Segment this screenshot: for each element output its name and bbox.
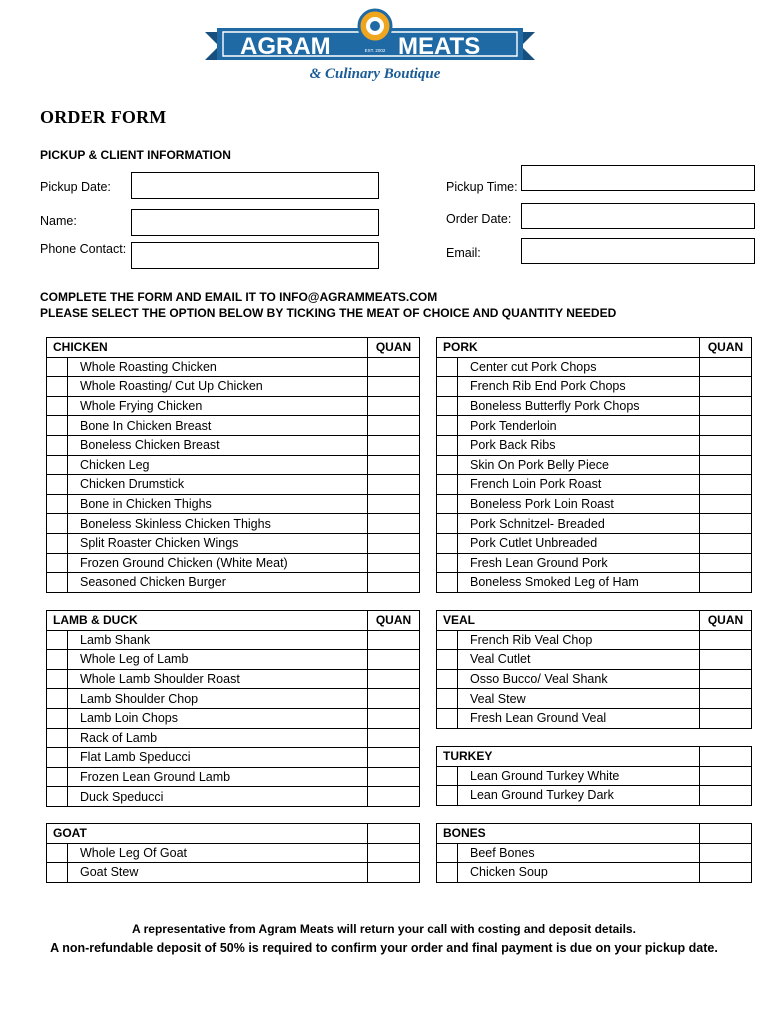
- tick-checkbox[interactable]: [437, 843, 458, 863]
- meat-item-label: Bone In Chicken Breast: [68, 416, 368, 436]
- svg-text:& Culinary Boutique: & Culinary Boutique: [309, 66, 441, 82]
- tick-checkbox[interactable]: [47, 843, 68, 863]
- meat-item-label: French Rib End Pork Chops: [458, 377, 700, 397]
- meat-item-label: Whole Leg of Lamb: [68, 650, 368, 670]
- quantity-field[interactable]: [700, 494, 752, 514]
- meat-item-label: Boneless Smoked Leg of Ham: [458, 573, 700, 593]
- tick-checkbox[interactable]: [47, 416, 68, 436]
- quantity-field[interactable]: [368, 630, 420, 650]
- tick-checkbox[interactable]: [437, 475, 458, 495]
- tick-checkbox[interactable]: [47, 573, 68, 593]
- table-row: [47, 748, 420, 768]
- tick-checkbox[interactable]: [47, 689, 68, 709]
- quantity-field[interactable]: [700, 533, 752, 553]
- quantity-field[interactable]: [700, 396, 752, 416]
- quantity-field[interactable]: [368, 748, 420, 768]
- tick-checkbox[interactable]: [437, 357, 458, 377]
- quantity-field[interactable]: [368, 435, 420, 455]
- meat-item-label: Whole Roasting Chicken: [68, 357, 368, 377]
- quantity-field[interactable]: [368, 669, 420, 689]
- table-row: [437, 708, 752, 728]
- meat-item-label: Veal Cutlet: [458, 650, 700, 670]
- svg-text:AGRAM: AGRAM: [240, 33, 331, 60]
- tick-checkbox[interactable]: [437, 863, 458, 883]
- table-row: [47, 416, 420, 436]
- meat-item-label: Goat Stew: [68, 863, 368, 883]
- quantity-field[interactable]: [368, 863, 420, 883]
- quantity-field[interactable]: [368, 455, 420, 475]
- quantity-field[interactable]: [368, 708, 420, 728]
- tick-checkbox[interactable]: [47, 767, 68, 787]
- table-row: [47, 573, 420, 593]
- svg-text:MEATS: MEATS: [398, 33, 481, 60]
- email-label: Email:: [446, 246, 481, 260]
- quantity-field[interactable]: [700, 514, 752, 534]
- table-row: [47, 377, 420, 397]
- table-row: [437, 766, 752, 786]
- table-row: [47, 863, 420, 883]
- tick-checkbox[interactable]: [47, 787, 68, 807]
- table-row: [437, 533, 752, 553]
- tick-checkbox[interactable]: [47, 475, 68, 495]
- tick-checkbox[interactable]: [47, 435, 68, 455]
- tick-checkbox[interactable]: [437, 630, 458, 650]
- tick-checkbox[interactable]: [47, 553, 68, 573]
- table-title: LAMB & DUCK: [47, 611, 368, 631]
- quantity-field[interactable]: [368, 357, 420, 377]
- tick-checkbox[interactable]: [437, 377, 458, 397]
- table-row: [47, 843, 420, 863]
- table-row: [437, 475, 752, 495]
- table-row: [47, 630, 420, 650]
- meat-item-label: Lamb Shank: [68, 630, 368, 650]
- table-row: [437, 396, 752, 416]
- tick-checkbox[interactable]: [47, 708, 68, 728]
- table-row: [47, 435, 420, 455]
- meat-item-label: Boneless Pork Loin Roast: [458, 494, 700, 514]
- tick-checkbox[interactable]: [437, 494, 458, 514]
- meat-item-label: Boneless Butterfly Pork Chops: [458, 396, 700, 416]
- meat-item-label: Seasoned Chicken Burger: [68, 573, 368, 593]
- tick-checkbox[interactable]: [437, 553, 458, 573]
- pork-table: [436, 337, 752, 593]
- table-row: [47, 494, 420, 514]
- table-row: [47, 787, 420, 807]
- meat-item-label: Whole Frying Chicken: [68, 396, 368, 416]
- table-title: PORK: [437, 338, 700, 358]
- qty-header: QUAN: [700, 611, 752, 631]
- meat-item-label: Whole Leg Of Goat: [68, 843, 368, 863]
- meat-item-label: Pork Tenderloin: [458, 416, 700, 436]
- footer-representative-note: A representative from Agram Meats will return your call with costing and deposit details.: [132, 922, 636, 936]
- table-row: [47, 455, 420, 475]
- quantity-field[interactable]: [368, 533, 420, 553]
- table-row: [47, 396, 420, 416]
- turkey-table: [436, 746, 752, 806]
- table-row: [437, 630, 752, 650]
- table-row: [47, 475, 420, 495]
- table-row: [437, 455, 752, 475]
- meat-item-label: Lamb Loin Chops: [68, 708, 368, 728]
- quantity-field[interactable]: [368, 475, 420, 495]
- tick-checkbox[interactable]: [47, 377, 68, 397]
- quantity-field[interactable]: [700, 843, 752, 863]
- meat-item-label: Chicken Soup: [458, 863, 700, 883]
- quantity-field[interactable]: [368, 494, 420, 514]
- svg-text:EST. 2002: EST. 2002: [364, 48, 386, 53]
- table-title: CHICKEN: [47, 338, 368, 358]
- table-row: [437, 650, 752, 670]
- tick-checkbox[interactable]: [437, 514, 458, 534]
- quantity-field[interactable]: [368, 728, 420, 748]
- quantity-field[interactable]: [700, 630, 752, 650]
- tick-checkbox[interactable]: [437, 766, 458, 786]
- order-date-label: Order Date:: [446, 212, 512, 226]
- quantity-field[interactable]: [368, 689, 420, 709]
- table-title: GOAT: [47, 824, 368, 844]
- table-row: [437, 786, 752, 806]
- meat-item-label: Duck Speducci: [68, 787, 368, 807]
- instruction-select: PLEASE SELECT THE OPTION BELOW BY TICKING THE MEAT OF CHOICE AND QUANTITY NEEDED: [40, 306, 617, 320]
- quantity-field[interactable]: [700, 669, 752, 689]
- table-row: [437, 573, 752, 593]
- meat-item-label: Osso Bucco/ Veal Shank: [458, 669, 700, 689]
- table-row: [437, 669, 752, 689]
- meat-item-label: Frozen Lean Ground Lamb: [68, 767, 368, 787]
- table-title: TURKEY: [437, 747, 700, 767]
- meat-item-label: Fresh Lean Ground Pork: [458, 553, 700, 573]
- table-row: [47, 767, 420, 787]
- quantity-field[interactable]: [700, 357, 752, 377]
- veal-table: [436, 610, 752, 729]
- meat-item-label: Boneless Skinless Chicken Thighs: [68, 514, 368, 534]
- tick-checkbox[interactable]: [437, 455, 458, 475]
- quantity-field[interactable]: [700, 475, 752, 495]
- quantity-field[interactable]: [700, 650, 752, 670]
- meat-item-label: Frozen Ground Chicken (White Meat): [68, 553, 368, 573]
- table-row: [437, 357, 752, 377]
- pickup-section-heading: PICKUP & CLIENT INFORMATION: [40, 148, 231, 162]
- meat-item-label: Lean Ground Turkey White: [458, 766, 700, 786]
- chicken-table: [46, 337, 420, 593]
- tick-checkbox[interactable]: [47, 863, 68, 883]
- meat-item-label: Lean Ground Turkey Dark: [458, 786, 700, 806]
- tick-checkbox[interactable]: [47, 728, 68, 748]
- table-row: [47, 553, 420, 573]
- meat-item-label: Pork Back Ribs: [458, 435, 700, 455]
- meat-item-label: Center cut Pork Chops: [458, 357, 700, 377]
- email-field[interactable]: [521, 238, 755, 264]
- quantity-field[interactable]: [700, 766, 752, 786]
- tick-checkbox[interactable]: [437, 533, 458, 553]
- tick-checkbox[interactable]: [47, 396, 68, 416]
- meat-item-label: Fresh Lean Ground Veal: [458, 708, 700, 728]
- meat-item-label: French Loin Pork Roast: [458, 475, 700, 495]
- tick-checkbox[interactable]: [47, 669, 68, 689]
- quantity-field[interactable]: [700, 455, 752, 475]
- agram-meats-logo: [205, 8, 535, 86]
- table-row: [47, 689, 420, 709]
- table-row: [47, 728, 420, 748]
- page-title: ORDER FORM: [40, 107, 167, 127]
- tick-checkbox[interactable]: [47, 533, 68, 553]
- quantity-field[interactable]: [368, 377, 420, 397]
- table-row: [47, 533, 420, 553]
- phone-contact-field[interactable]: [131, 242, 379, 269]
- table-row: [47, 514, 420, 534]
- quantity-field[interactable]: [700, 689, 752, 709]
- meat-item-label: Pork Cutlet Unbreaded: [458, 533, 700, 553]
- meat-item-label: Whole Roasting/ Cut Up Chicken: [68, 377, 368, 397]
- quantity-field[interactable]: [700, 573, 752, 593]
- table-row: [437, 863, 752, 883]
- tick-checkbox[interactable]: [47, 650, 68, 670]
- tick-checkbox[interactable]: [47, 514, 68, 534]
- table-title: VEAL: [437, 611, 700, 631]
- table-row: [437, 377, 752, 397]
- quantity-field[interactable]: [368, 767, 420, 787]
- table-row: [47, 357, 420, 377]
- meat-item-label: Bone in Chicken Thighs: [68, 494, 368, 514]
- meat-item-label: Veal Stew: [458, 689, 700, 709]
- tick-checkbox[interactable]: [47, 357, 68, 377]
- tick-checkbox[interactable]: [437, 708, 458, 728]
- tick-checkbox[interactable]: [437, 396, 458, 416]
- tick-checkbox[interactable]: [437, 689, 458, 709]
- meat-item-label: Flat Lamb Speducci: [68, 748, 368, 768]
- table-row: [437, 553, 752, 573]
- tick-checkbox[interactable]: [437, 669, 458, 689]
- tick-checkbox[interactable]: [437, 416, 458, 436]
- quantity-field[interactable]: [368, 650, 420, 670]
- meat-item-label: Whole Lamb Shoulder Roast: [68, 669, 368, 689]
- table-title: BONES: [437, 824, 700, 844]
- quantity-field[interactable]: [368, 787, 420, 807]
- tick-checkbox[interactable]: [437, 435, 458, 455]
- tick-checkbox[interactable]: [47, 748, 68, 768]
- quantity-field[interactable]: [700, 435, 752, 455]
- bones-table: [436, 823, 752, 883]
- table-row: [437, 435, 752, 455]
- quantity-field[interactable]: [368, 396, 420, 416]
- meat-item-label: Split Roaster Chicken Wings: [68, 533, 368, 553]
- tick-checkbox[interactable]: [47, 630, 68, 650]
- table-row: [437, 416, 752, 436]
- instruction-email: COMPLETE THE FORM AND EMAIL IT TO INFO@AGRAMMEATS.COM: [40, 290, 438, 304]
- meat-item-label: Pork Schnitzel- Breaded: [458, 514, 700, 534]
- pickup-date-field[interactable]: [131, 172, 379, 199]
- quantity-field[interactable]: [368, 843, 420, 863]
- quantity-field[interactable]: [700, 416, 752, 436]
- tick-checkbox[interactable]: [437, 573, 458, 593]
- quantity-field[interactable]: [368, 416, 420, 436]
- phone-contact-label: Phone Contact:: [40, 242, 127, 256]
- lamb-duck-table: [46, 610, 420, 807]
- table-row: [437, 494, 752, 514]
- quantity-field[interactable]: [368, 573, 420, 593]
- meat-item-label: Lamb Shoulder Chop: [68, 689, 368, 709]
- pickup-time-field[interactable]: [521, 165, 755, 191]
- meat-item-label: Chicken Leg: [68, 455, 368, 475]
- meat-item-label: Beef Bones: [458, 843, 700, 863]
- tick-checkbox[interactable]: [437, 650, 458, 670]
- tick-checkbox[interactable]: [47, 455, 68, 475]
- table-row: [47, 669, 420, 689]
- pickup-time-label: Pickup Time:: [446, 180, 518, 194]
- qty-header: QUAN: [700, 338, 752, 358]
- table-row: [437, 514, 752, 534]
- meat-item-label: Boneless Chicken Breast: [68, 435, 368, 455]
- quantity-field[interactable]: [368, 514, 420, 534]
- goat-table: [46, 823, 420, 883]
- table-row: [437, 689, 752, 709]
- quantity-field[interactable]: [700, 377, 752, 397]
- quantity-field[interactable]: [700, 863, 752, 883]
- tick-checkbox[interactable]: [437, 786, 458, 806]
- tick-checkbox[interactable]: [47, 494, 68, 514]
- name-field[interactable]: [131, 209, 379, 236]
- quantity-field[interactable]: [700, 786, 752, 806]
- qty-header: QUAN: [368, 338, 420, 358]
- table-row: [437, 843, 752, 863]
- meat-item-label: Rack of Lamb: [68, 728, 368, 748]
- table-row: [47, 708, 420, 728]
- qty-header: QUAN: [368, 611, 420, 631]
- name-label: Name:: [40, 214, 77, 228]
- meat-item-label: French Rib Veal Chop: [458, 630, 700, 650]
- meat-item-label: Skin On Pork Belly Piece: [458, 455, 700, 475]
- table-row: [47, 650, 420, 670]
- quantity-field[interactable]: [368, 553, 420, 573]
- pickup-date-label: Pickup Date:: [40, 180, 111, 194]
- footer-deposit-note: A non-refundable deposit of 50% is required to confirm your order and final payment is due on your pickup date.: [50, 941, 718, 955]
- meat-item-label: Chicken Drumstick: [68, 475, 368, 495]
- quantity-field[interactable]: [700, 708, 752, 728]
- order-date-field[interactable]: [521, 203, 755, 229]
- quantity-field[interactable]: [700, 553, 752, 573]
